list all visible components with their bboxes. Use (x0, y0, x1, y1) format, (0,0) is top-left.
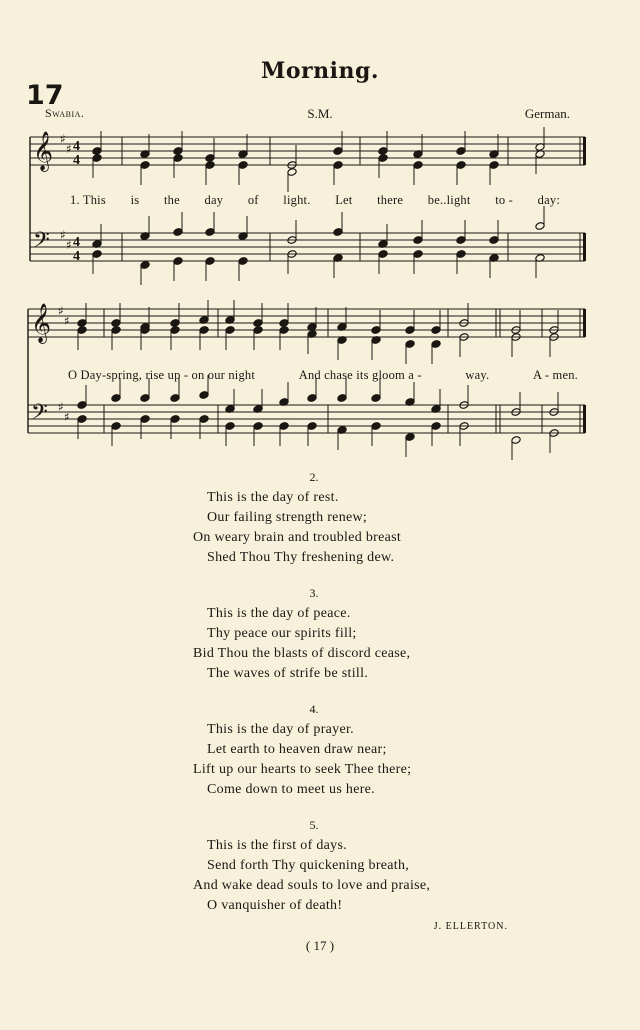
bass-note (140, 261, 150, 285)
lyric1-word: Let (335, 193, 353, 207)
bass-note (535, 254, 545, 278)
alto-note (199, 326, 209, 350)
lyric1-word: to - (495, 193, 514, 207)
time-signature: 4 (73, 235, 80, 250)
verse-line: This is the day of rest. (207, 490, 339, 505)
lyric1-word: is (130, 193, 140, 207)
verse-line: This is the day of peace. (207, 606, 351, 621)
bass-note (456, 250, 466, 274)
verse-line: Bid Thou the blasts of discord cease, (193, 646, 411, 661)
tenor-note (238, 216, 248, 240)
verse-line: The waves of strife be still. (207, 666, 369, 681)
lyric1-word: there (377, 193, 404, 207)
alto-note (431, 340, 441, 364)
verse-line: Send forth Thy quickening breath, (207, 858, 410, 873)
soprano-note (307, 307, 317, 331)
time-signature: 4 (73, 249, 80, 264)
tenor-note (287, 220, 297, 244)
sharp-sign: ♯ (60, 132, 66, 146)
bass-note (287, 250, 297, 274)
final-barline (583, 309, 586, 337)
bass-note (205, 257, 215, 281)
alto-note (92, 154, 102, 178)
alto-note (413, 161, 423, 185)
lyric1-word: day: (537, 193, 560, 207)
alto-note (287, 168, 297, 192)
sharp-sign: ♯ (66, 238, 72, 252)
bass-note (378, 250, 388, 274)
soprano-note (287, 145, 297, 169)
final-barline (583, 233, 586, 261)
bass-note (405, 433, 415, 457)
alto-note (111, 326, 121, 350)
lyric1-word: the (163, 193, 180, 207)
soprano-note (489, 134, 499, 158)
tenor-note (253, 389, 263, 413)
lyric2-word: way. (465, 368, 490, 382)
verse-line: Come down to meet us here. (207, 782, 375, 797)
time-signature: 4 (73, 139, 80, 154)
soprano-note (253, 303, 263, 327)
soprano-note (413, 134, 423, 158)
alto-note (405, 340, 415, 364)
bass-note (253, 422, 263, 446)
alto-note (279, 326, 289, 350)
tenor-note (456, 220, 466, 244)
verse-line: Our failing strength renew; (207, 510, 368, 525)
alto-note (511, 333, 521, 357)
alto-note (337, 336, 347, 360)
tenor-note (549, 392, 559, 416)
soprano-note (549, 310, 559, 334)
page-number: ( 17 ) (305, 938, 335, 953)
bass-note (549, 429, 559, 453)
alto-note (459, 333, 469, 357)
soprano-note (459, 303, 469, 327)
author: J. ELLERTON. (433, 921, 508, 932)
alto-note (77, 326, 87, 350)
verse-line: Shed Thou Thy freshening dew. (207, 550, 395, 565)
soprano-note (378, 131, 388, 155)
soprano-note (92, 131, 102, 155)
tenor-note (405, 382, 415, 406)
treble-clef: 𝄞 (33, 131, 54, 171)
lyric2-word: A - men. (533, 368, 578, 382)
bass-note (140, 415, 150, 439)
soprano-note (431, 310, 441, 334)
lyric2-word: O Day-spring, rise up - on our night (68, 368, 256, 382)
sharp-sign: ♯ (66, 142, 72, 156)
alto-note (205, 161, 215, 185)
verse-line: Let earth to heaven draw near; (207, 742, 387, 757)
bass-note (371, 422, 381, 446)
verse-line: And wake dead souls to love and praise, (193, 878, 431, 893)
alto-note (371, 336, 381, 360)
tenor-note (378, 224, 388, 248)
lyric-line-1 (70, 193, 560, 208)
soprano-note (456, 131, 466, 155)
meter: S.M. (307, 106, 333, 121)
tenor-note (459, 385, 469, 409)
tenor-note (535, 206, 545, 230)
verse-line: On weary brain and troubled breast (193, 530, 402, 545)
soprano-note (140, 134, 150, 158)
soprano-note (333, 131, 343, 155)
tenor-note (489, 220, 499, 244)
staves (28, 131, 586, 433)
sharp-sign: ♯ (60, 228, 66, 242)
bass-note (333, 254, 343, 278)
tenor-note (279, 382, 289, 406)
verse-line: Thy peace our spirits fill; (207, 626, 357, 641)
lyric2-word: And chase its gloom a - (298, 368, 422, 382)
alto-note (549, 333, 559, 357)
soprano-note (405, 310, 415, 334)
lyric1-word: day (204, 193, 224, 207)
bass-note (92, 250, 102, 274)
alto-note (238, 161, 248, 185)
bass-note (238, 257, 248, 281)
alto-note (378, 154, 388, 178)
soprano-note (77, 303, 87, 327)
alto-note (456, 161, 466, 185)
bass-note (173, 257, 183, 281)
soprano-note (173, 131, 183, 155)
time-signature: 4 (73, 153, 80, 168)
bass-note (77, 415, 87, 439)
tenor-note (173, 212, 183, 236)
lyric1-word: be..light (427, 193, 471, 207)
alto-note (253, 326, 263, 350)
sharp-sign: ♯ (64, 314, 70, 328)
alto-note (140, 161, 150, 185)
sharp-sign: ♯ (64, 410, 70, 424)
alto-note (140, 326, 150, 350)
alto-note (333, 161, 343, 185)
lyric1-word: light. (283, 193, 311, 207)
alto-note (307, 330, 317, 354)
hymn-number: 17 (26, 80, 64, 111)
tune-name: Swabia. (45, 106, 85, 120)
lyric-line-2 (68, 368, 578, 383)
alto-note (535, 150, 545, 174)
verse-number: 4. (309, 702, 319, 716)
soprano-note (511, 310, 521, 334)
bass-note (225, 422, 235, 446)
bass-note (489, 254, 499, 278)
alto-note (170, 326, 180, 350)
bass-note (279, 422, 289, 446)
verse-line: This is the day of prayer. (207, 722, 354, 737)
alto-note (173, 154, 183, 178)
tenor-note (431, 389, 441, 413)
bass-note (413, 250, 423, 274)
alto-note (225, 326, 235, 350)
lyric1-word: of (247, 193, 259, 207)
bass-note (111, 422, 121, 446)
bass-note (459, 422, 469, 446)
soprano-note (225, 300, 235, 324)
soprano-note (170, 303, 180, 327)
tenor-note (77, 385, 87, 409)
soprano-note (205, 138, 215, 162)
final-barline (583, 405, 586, 433)
bass-note (199, 415, 209, 439)
sharp-sign: ♯ (58, 304, 64, 318)
treble-clef: 𝄞 (31, 303, 52, 343)
soprano-note (371, 310, 381, 334)
bass-clef: 𝄢 (31, 400, 48, 430)
tenor-note (92, 224, 102, 248)
tune-origin: German. (524, 106, 570, 121)
tenor-note (333, 212, 343, 236)
final-barline (583, 137, 586, 165)
lyric1-word: 1. This (70, 193, 106, 207)
soprano-note (111, 303, 121, 327)
tenor-note (140, 216, 150, 240)
verse-line: Lift up our hearts to seek Thee there; (193, 762, 412, 777)
bass-note (337, 426, 347, 450)
soprano-note (535, 127, 545, 151)
hymn-title: Morning. (260, 58, 379, 84)
soprano-note (238, 134, 248, 158)
soprano-note (337, 307, 347, 331)
verse-line: O vanquisher of death! (207, 898, 343, 913)
verse-number: 5. (309, 818, 319, 832)
bass-note (170, 415, 180, 439)
bass-note (511, 436, 521, 460)
bass-note (307, 422, 317, 446)
sharp-sign: ♯ (58, 400, 64, 414)
soprano-note (199, 300, 209, 324)
verse-line: This is the first of days. (207, 838, 348, 853)
tenor-note (413, 220, 423, 244)
notes (77, 127, 559, 460)
bass-note (431, 422, 441, 446)
alto-note (489, 161, 499, 185)
tenor-note (205, 212, 215, 236)
tenor-note (225, 389, 235, 413)
verse-number: 3. (309, 586, 319, 600)
bass-clef: 𝄢 (33, 228, 50, 258)
soprano-note (279, 303, 289, 327)
tenor-note (511, 392, 521, 416)
verse-number: 2. (309, 470, 319, 484)
